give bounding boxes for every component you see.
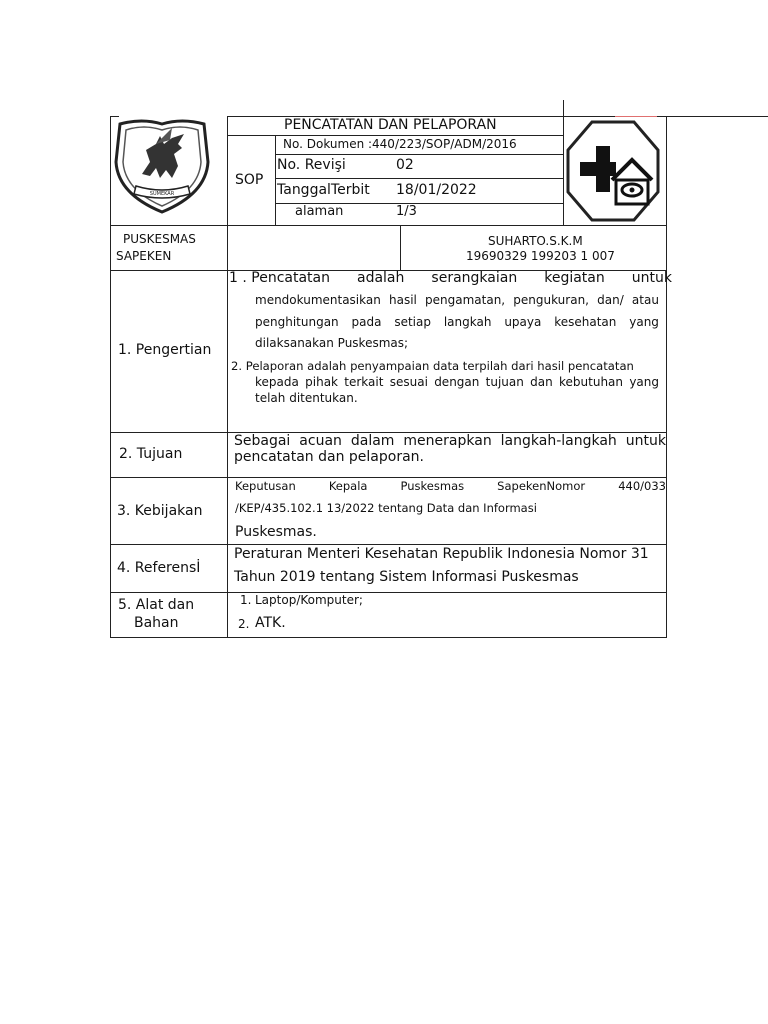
alat-item1-text: Laptop/Komputer; (255, 593, 363, 607)
sop-label: SOP (235, 172, 264, 188)
section-label-alat-line2: Bahan (134, 615, 179, 631)
referensi-line1: Peraturan Menteri Kesehatan Republik Indonesia Nomor 31 (234, 546, 649, 562)
signer-nip: 19690329 199203 1 007 (466, 249, 615, 263)
puskesmas-district-logo (112, 114, 212, 214)
section-label-referensi: 4. Referensİ (117, 560, 201, 576)
page-label: alaman (295, 204, 344, 219)
pengertian-item2-line1: 2. Pelaporan adalah penyampaian data terpilah dari hasil pencatatan (231, 359, 634, 373)
alat-item2-text: ATK. (255, 615, 286, 631)
issue-date-label: TanggalTerbit (277, 182, 370, 198)
page-value: 1/3 (396, 204, 417, 219)
referensi-line2: Tahun 2019 tentang Sistem Informasi Puskesmas (234, 569, 579, 585)
pengertian-item2-line2: kepada pihak terkait sesuai dengan tujuan dan kebutuhan yang (255, 375, 659, 389)
kebijakan-line2: /KEP/435.102.1 13/2022 tentang Data dan Informasi (235, 501, 537, 515)
tujuan-line1: Sebagai acuan dalam menerapkan langkah-langkah untuk (234, 433, 666, 449)
pengertian-item1-line3: penghitungan pada setiap langkah upaya kesehatan yang (255, 315, 659, 329)
pengertian-item1-line2: mendokumentasikan hasil pengamatan, pengukuran, dan/ atau (255, 293, 659, 307)
alat-item2-number: 2. (238, 617, 250, 631)
alat-item1-number: 1. (240, 593, 252, 607)
svg-text:SUMEKAR: SUMEKAR (149, 191, 175, 197)
org-name-line2: SAPEKEN (116, 249, 172, 263)
pengertian-item2-line3: telah ditentukan. (255, 391, 358, 405)
kebijakan-line3: Puskesmas. (235, 524, 317, 540)
section-label-tujuan: 2. Tujuan (119, 446, 183, 462)
tujuan-line2: pencatatan dan pelaporan. (234, 449, 424, 465)
section-label-pengertian: 1. Pengertian (118, 342, 212, 358)
puskesmas-cross-logo (566, 120, 660, 222)
section-label-kebijakan: 3. Kebijakan (117, 503, 203, 519)
org-name-line1: PUSKESMAS (123, 232, 196, 246)
document-number: No. Dokumen :440/223/SOP/ADM/2016 (283, 137, 517, 151)
section-label-alat-line1: 5. Alat dan (118, 597, 195, 613)
signer-name: SUHARTO.S.K.M (488, 234, 583, 248)
revision-label: No. Revişi (277, 157, 346, 173)
issue-date-value: 18/01/2022 (396, 182, 477, 198)
pengertian-item1-line1: 1 . Pencatatan adalah serangkaian kegiatan untuk (229, 270, 672, 286)
document-title: PENCATATAN DAN PELAPORAN (284, 117, 497, 133)
kebijakan-line1: Keputusan Kepala Puskesmas SapekenNomor 440/033 (235, 479, 666, 493)
revision-value: 02 (396, 157, 414, 173)
pengertian-item1-line4: dilaksanakan Puskesmas; (255, 336, 409, 350)
